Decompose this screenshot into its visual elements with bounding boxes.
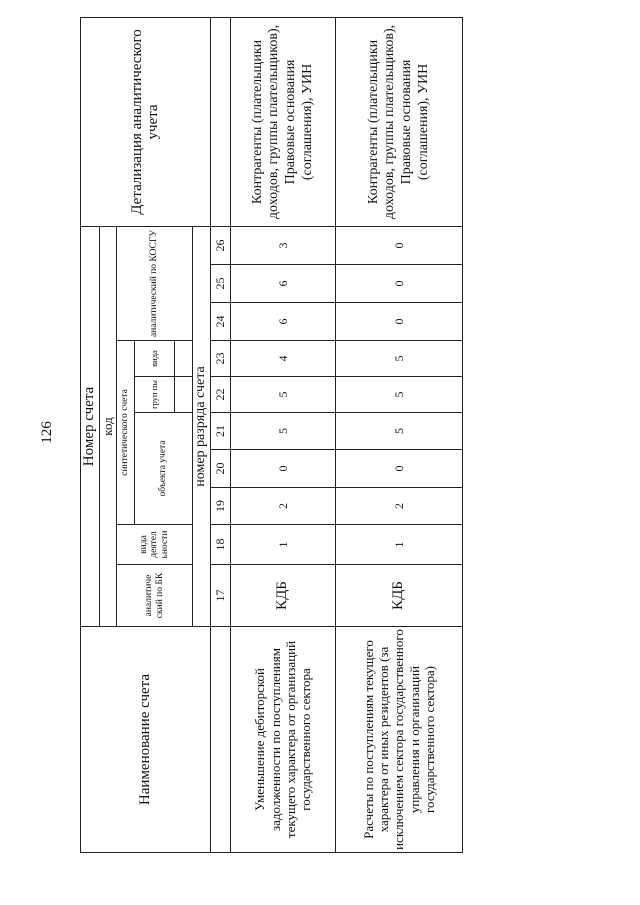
digit-19: 19 — [211, 488, 231, 525]
table-row — [336, 17, 463, 852]
kind-header: вида — [135, 341, 175, 377]
value-cell: КДБ — [336, 565, 463, 627]
digit-25: 25 — [211, 265, 231, 303]
page-number: 126 — [38, 421, 55, 444]
digit-22: 22 — [211, 377, 231, 413]
detail-num-cell — [211, 17, 231, 226]
account-name-num-cell — [211, 627, 231, 853]
digit-20: 20 — [211, 450, 231, 488]
account-name-cell: Расчеты по поступлениям текущего характера от иных резидентов (за исключением сектора государственного управления и организаций государственного сектора) — [336, 627, 463, 853]
account-number-header: Номер счета — [81, 226, 100, 626]
accounting-object-header: объекта учета — [135, 413, 193, 525]
value-cell: 4 — [231, 341, 336, 377]
group-header: груп пы — [135, 377, 175, 413]
value-cell: 5 — [231, 377, 336, 413]
value-cell: 5 — [336, 377, 463, 413]
value-cell: 5 — [336, 413, 463, 450]
detail-cell: Контрагенты (плательщики доходов, группы плательщиков), Правовые основания (соглашения), УИН — [231, 17, 336, 226]
value-cell: КДБ — [231, 565, 336, 627]
value-cell: 0 — [336, 303, 463, 341]
value-cell: 0 — [231, 450, 336, 488]
detail-cell: Контрагенты (плательщики доходов, группы плательщиков), Правовые основания (соглашения), УИН — [336, 17, 463, 226]
value-cell: 5 — [336, 341, 463, 377]
rotated-table-container — [80, 24, 450, 853]
group-header-spacer — [175, 377, 193, 413]
digit-21: 21 — [211, 413, 231, 450]
value-cell: 0 — [336, 265, 463, 303]
analytic-kosgu-header: аналитический по КОСГУ — [117, 226, 193, 340]
digit-26: 26 — [211, 226, 231, 264]
detail-header: Детализация аналитического учета — [81, 17, 211, 226]
kind-header-spacer — [175, 341, 193, 377]
value-cell: 0 — [336, 226, 463, 264]
table-row — [231, 17, 336, 852]
value-cell: 1 — [336, 525, 463, 565]
digit-17: 17 — [211, 565, 231, 627]
value-cell: 2 — [231, 488, 336, 525]
value-cell: 6 — [231, 265, 336, 303]
analytic-bk-header: аналитиче ский по БК — [117, 565, 193, 627]
value-cell: 5 — [231, 413, 336, 450]
account-name-cell: Уменьшение дебиторской задолженности по поступлениям текущего характера от организаций государственного сектора — [231, 627, 336, 853]
digit-18: 18 — [211, 525, 231, 565]
value-cell: 2 — [336, 488, 463, 525]
account-name-header: Наименование счета — [81, 627, 211, 853]
value-cell: 0 — [336, 450, 463, 488]
value-cell: 6 — [231, 303, 336, 341]
synthetic-header: синтетического счета — [117, 341, 135, 525]
accounts-table — [80, 17, 463, 853]
digit-number-header: номер разряда счета — [193, 226, 211, 626]
value-cell: 1 — [231, 525, 336, 565]
activity-type-header: вида деятел ьности — [117, 525, 193, 565]
table-frame — [80, 24, 450, 853]
digit-24: 24 — [211, 303, 231, 341]
value-cell: 3 — [231, 226, 336, 264]
code-header: код — [100, 226, 117, 626]
digit-23: 23 — [211, 341, 231, 377]
